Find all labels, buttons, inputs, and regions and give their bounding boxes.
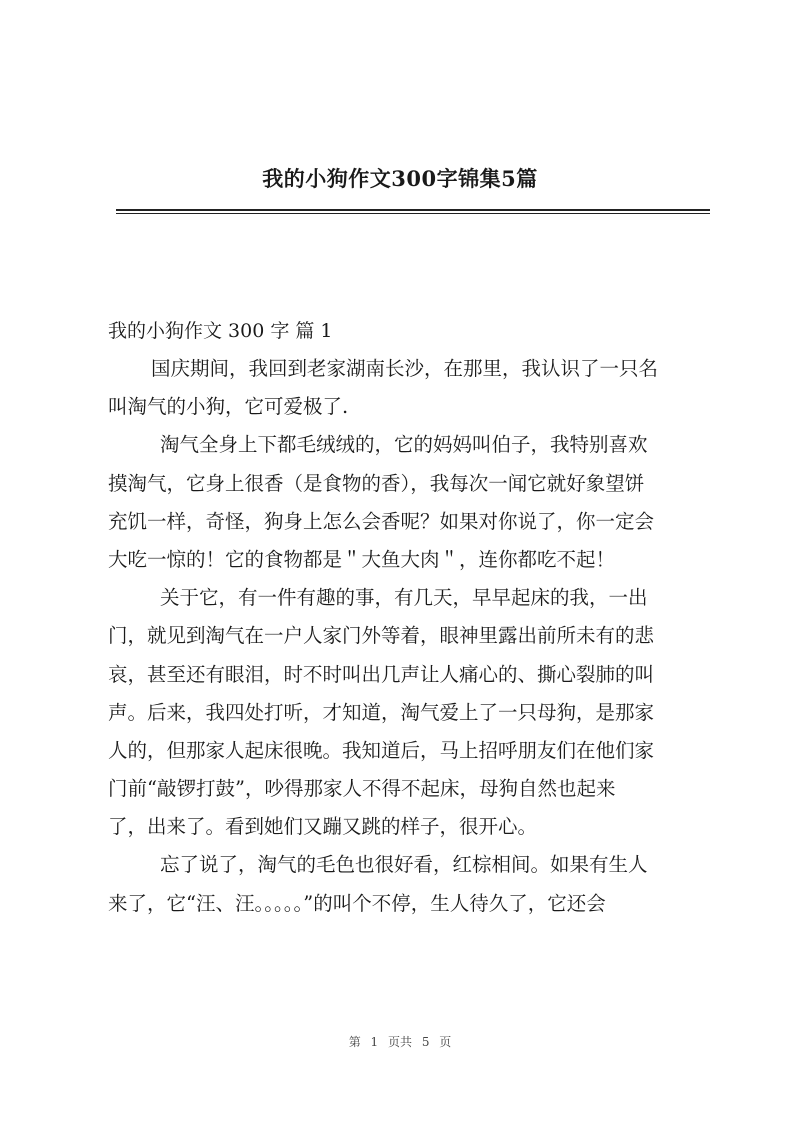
section-heading: 我的小狗作文 300 字 篇 1 xyxy=(108,320,333,342)
text-line: 人的，但那家人起床很晚。我知道后，马上招呼朋友们在他们家 xyxy=(108,738,655,762)
text-line: 哀，甚至还有眼泪，时不时叫出几声让人痛心的、撕心裂肺的叫 xyxy=(108,662,655,686)
text-line: 国庆期间，我回到老家湖南长沙，在那里，我认识了一只名 xyxy=(151,357,659,380)
text-line: 门前“敲锣打鼓”，吵得那家人不得不起床，母狗自然也起来 xyxy=(108,777,616,801)
document-title: 我的小狗作文300字锦集5篇 xyxy=(262,166,538,191)
title-divider xyxy=(116,209,710,214)
text-line: 大吃一惊的！它的食物都是＂大鱼大肉＂，连你都吃不起！ xyxy=(108,547,616,571)
text-line: 淘气全身上下都毛绒绒的，它的妈妈叫伯子，我特别喜欢 xyxy=(160,433,648,457)
text-line: 叫淘气的小狗，它可爱极了. xyxy=(108,395,349,419)
text-line: 来了，它“汪、汪。。。。。”的叫个不停，生人待久了，它还会 xyxy=(108,891,606,915)
text-line: 门，就见到淘气在一户人家门外等着，眼神里露出前所未有的悲 xyxy=(108,624,655,648)
document-body xyxy=(108,350,712,923)
text-line: 忘了说了，淘气的毛色也很好看，红棕相间。如果有生人 xyxy=(160,853,648,877)
page-number-footer: 第 1 页共 5 页 xyxy=(348,1035,452,1049)
text-line: 充饥一样，奇怪，狗身上怎么会香呢？如果对你说了，你一定会 xyxy=(108,509,655,533)
text-line: 关于它，有一件有趣的事，有几天，早早起床的我，一出 xyxy=(160,586,648,610)
text-line: 声。后来，我四处打听，才知道，淘气爱上了一只母狗，是那家 xyxy=(108,700,655,724)
text-line: 摸淘气，它身上很香（是食物的香），我每次一闻它就好象望饼 xyxy=(108,471,645,495)
text-line: 了，出来了。看到她们又蹦又跳的样子，很开心。 xyxy=(108,815,538,839)
